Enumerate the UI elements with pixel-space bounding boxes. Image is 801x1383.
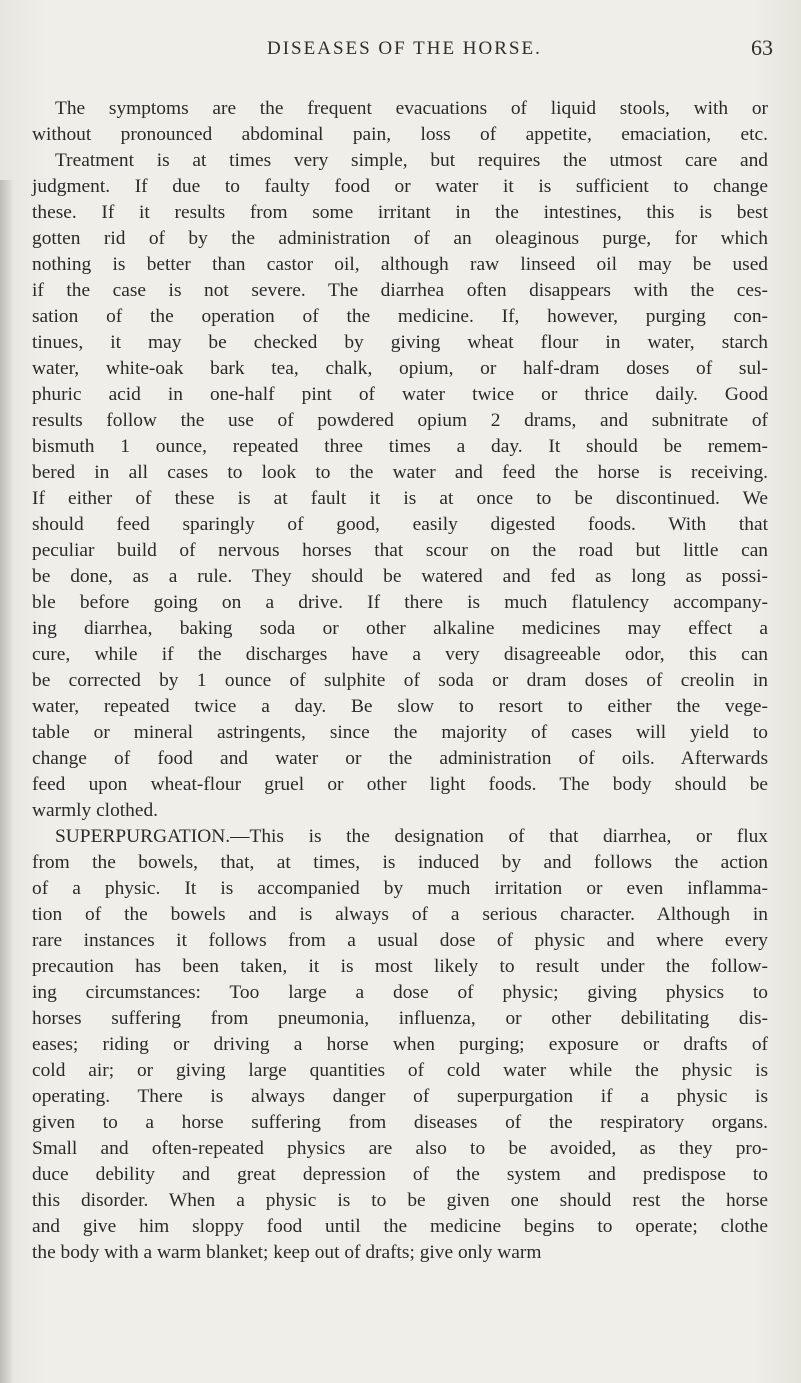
text-line: if the case is not severe. The diarrhea often disappears with the ces- <box>32 280 768 301</box>
text-line: If either of these is at fault it is at once to be discontinued. We <box>32 488 768 509</box>
section-heading-line: SUPERPURGATION.—This is the designation of that diarrhea, or flux <box>55 826 768 847</box>
text-line: ble before going on a drive. If there is much flatulency accompany- <box>32 592 768 613</box>
text-line: ing diarrhea, baking soda or other alkaline medicines may effect a <box>32 618 768 639</box>
text-line: be corrected by 1 ounce of sulphite of soda or dram doses of creolin in <box>32 670 768 691</box>
text-line: Treatment is at times very simple, but requires the utmost care and <box>55 150 768 171</box>
binding-shadow <box>0 180 14 1383</box>
text-line: operating. There is always danger of superpurgation if a physic is <box>32 1086 768 1107</box>
text-line: bismuth 1 ounce, repeated three times a day. It should be remem- <box>32 436 768 457</box>
text-line: tinues, it may be checked by giving wheat flour in water, starch <box>32 332 768 353</box>
text-line: be done, as a rule. They should be watered and fed as long as possi- <box>32 566 768 587</box>
text-line: cure, while if the discharges have a very disagreeable odor, this can <box>32 644 768 665</box>
text-line: Small and often-repeated physics are also to be avoided, as they pro- <box>32 1138 768 1159</box>
text-line: the body with a warm blanket; keep out of drafts; give only warm <box>32 1242 542 1263</box>
text-line: horses suffering from pneumonia, influenza, or other debilitating dis- <box>32 1008 768 1029</box>
text-line: The symptoms are the frequent evacuations of liquid stools, with or <box>55 98 768 119</box>
text-line: tion of the bowels and is always of a serious character. Although in <box>32 904 768 925</box>
text-line: results follow the use of powdered opium 2 drams, and subnitrate of <box>32 410 768 431</box>
text-line: ing circumstances: Too large a dose of physic; giving physics to <box>32 982 768 1003</box>
text-line: given to a horse suffering from diseases of the respiratory organs. <box>32 1112 768 1133</box>
text-line: these. If it results from some irritant in the intestines, this is best <box>32 202 768 223</box>
text-line: without pronounced abdominal pain, loss of appetite, emaciation, etc. <box>32 124 768 145</box>
text-line: of a physic. It is accompanied by much irritation or even inflamma- <box>32 878 768 899</box>
text-line: water, repeated twice a day. Be slow to resort to either the vege- <box>32 696 768 717</box>
text-line: eases; riding or driving a horse when purging; exposure or drafts of <box>32 1034 768 1055</box>
text-line: sation of the operation of the medicine. If, however, purging con- <box>32 306 768 327</box>
page-number: 63 <box>751 35 773 60</box>
text-line: gotten rid of by the administration of an oleaginous purge, for which <box>32 228 768 249</box>
text-line: warmly clothed. <box>32 800 159 821</box>
text-line: should feed sparingly of good, easily digested foods. With that <box>32 514 768 535</box>
text-line: this disorder. When a physic is to be given one should rest the horse <box>32 1190 768 1211</box>
text-line: water, white-oak bark tea, chalk, opium, or half-dram doses of sul- <box>32 358 768 379</box>
body-text <box>32 96 768 1266</box>
text-line: judgment. If due to faulty food or water it is sufficient to change <box>32 176 768 197</box>
text-line: precaution has been taken, it is most likely to result under the follow- <box>32 956 768 977</box>
text-line: and give him sloppy food until the medicine begins to operate; clothe <box>32 1216 768 1237</box>
page-header <box>0 35 801 68</box>
text-line: nothing is better than castor oil, although raw linseed oil may be used <box>32 254 768 275</box>
text-line: change of food and water or the administration of oils. Afterwards <box>32 748 768 769</box>
text-line: from the bowels, that, at times, is induced by and follows the action <box>32 852 768 873</box>
text-line: feed upon wheat-flour gruel or other light foods. The body should be <box>32 774 768 795</box>
text-line: bered in all cases to look to the water and feed the horse is receiving. <box>32 462 768 483</box>
text-line: phuric acid in one-half pint of water twice or thrice daily. Good <box>32 384 768 405</box>
text-line: table or mineral astringents, since the majority of cases will yield to <box>32 722 768 743</box>
running-title: DISEASES OF THE HORSE. <box>267 38 542 59</box>
text-line: cold air; or giving large quantities of cold water while the physic is <box>32 1060 768 1081</box>
text-line: rare instances it follows from a usual dose of physic and where every <box>32 930 768 951</box>
text-line: duce debility and great depression of the system and predispose to <box>32 1164 768 1185</box>
text-line: peculiar build of nervous horses that scour on the road but little can <box>32 540 768 561</box>
